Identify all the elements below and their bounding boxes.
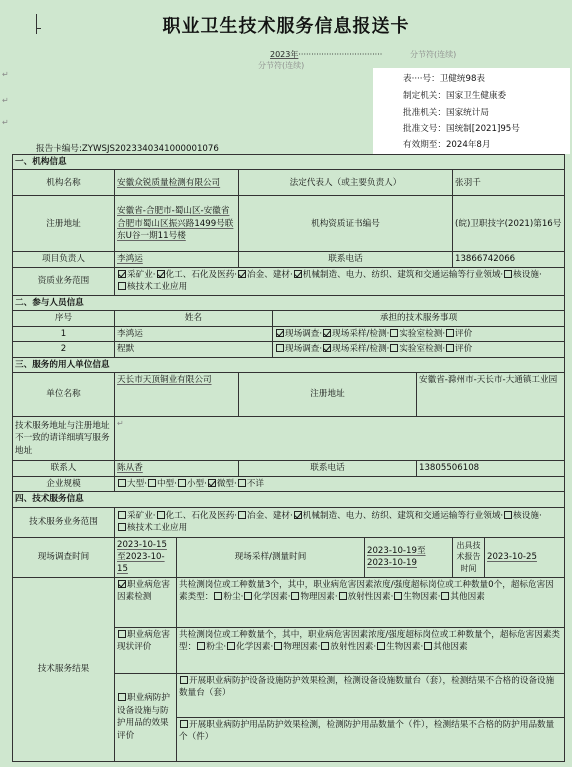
checkbox[interactable]	[244, 592, 252, 600]
checkbox[interactable]	[394, 592, 402, 600]
paragraph-mark: ↵	[2, 118, 9, 127]
org-name[interactable]: 安徽众锐质量检测有限公司	[115, 170, 239, 196]
option-label: 粉尘	[206, 642, 224, 653]
item-label: 评价	[455, 344, 473, 355]
year-line: 2023年·································	[270, 50, 383, 59]
option-label: 化学因素	[236, 642, 271, 653]
person-items: 现场调查· 现场采样/检测· 实验室检测· 评价	[273, 326, 565, 341]
results-label: 技术服务结果	[13, 577, 115, 761]
checkbox[interactable]	[238, 479, 246, 487]
unit-addr[interactable]: 安徽省-滁州市-天长市-大通镇工业园	[417, 373, 565, 417]
checkbox[interactable]	[446, 344, 454, 352]
result-3-label	[115, 673, 177, 761]
checkbox[interactable]	[390, 329, 398, 337]
option-label: 物理因素	[283, 642, 318, 653]
option-label: 中型	[156, 478, 175, 489]
checkbox[interactable]	[178, 479, 186, 487]
result-3a-text	[177, 673, 565, 717]
result-3b-text	[177, 717, 565, 761]
option-label: 机械制造、电力、纺织、建筑和交通运输等行业领域	[302, 269, 501, 280]
service-scope-label: 技术服务业务范围	[13, 507, 115, 537]
info-table	[12, 154, 565, 762]
unit-name[interactable]: 天长市天顶铜业有限公司	[115, 373, 239, 417]
address[interactable]: 安徽省-合肥市-蜀山区-安徽省合肥市蜀山区振兴路1499号联东U谷一期11号楼	[115, 196, 239, 252]
result-2-text: 共检测岗位或工种数量个，其中，职业病危害因素浓度/强度超标岗位或工种数量个，超标危害因素类型： 粉尘· 化学因素· 物理因素· 放射性因素· 生物因素· 其他因素	[177, 627, 565, 673]
checkbox[interactable]	[118, 523, 126, 531]
col-items: 承担的技术服务事项	[273, 311, 565, 326]
option-label: 核技术工业应用	[127, 282, 188, 293]
checkbox[interactable]	[276, 344, 284, 352]
checkbox[interactable]	[441, 592, 449, 600]
checkbox[interactable]	[148, 479, 156, 487]
result-text: 开展职业病防护用品防护效果检测，检测防护用品数量个（件），检测结果不合格的防护用品数量个（件）	[179, 719, 555, 743]
scale-options: 大型· 中型· 小型· 微型· 不详	[115, 476, 565, 491]
option-label: 核技术工业应用	[127, 523, 188, 534]
checkbox[interactable]	[390, 344, 398, 352]
option-label: 核设施	[513, 510, 539, 521]
checkbox[interactable]	[238, 511, 246, 519]
checkbox[interactable]	[197, 642, 205, 650]
person-name[interactable]: 程默	[115, 342, 273, 357]
checkbox[interactable]	[180, 676, 188, 684]
pm-tel-label: 联系电话	[239, 252, 453, 267]
option-label: 核设施	[513, 269, 539, 280]
person-name[interactable]: 李鸿运	[115, 326, 273, 341]
option-label: 放射性因素	[330, 642, 374, 653]
option-label: 化工、石化及医药	[165, 510, 235, 521]
paragraph-mark: ↵	[2, 70, 9, 79]
result-text: 共检测岗位或工种数量3个，其中，职业病危害因素浓度/强度超标岗位或工种数量0个，超标危害因素类型：	[179, 579, 554, 603]
checkbox[interactable]	[291, 592, 299, 600]
option-label: 微型	[216, 478, 235, 489]
report-time[interactable]: 2023-10-25	[485, 537, 565, 577]
option-label: 不详	[246, 478, 264, 489]
legal-rep[interactable]: 张羽千	[453, 170, 565, 196]
scale-label: 企业规模	[13, 476, 115, 491]
checkbox[interactable]	[118, 630, 126, 638]
pm-name[interactable]: 李鸿运	[115, 252, 239, 267]
option-label: 化学因素	[253, 592, 288, 603]
checkbox[interactable]	[424, 642, 432, 650]
option-label: 机械制造、电力、纺织、建筑和交通运输等行业领域	[302, 510, 501, 521]
checkbox[interactable]	[208, 479, 216, 487]
checkbox[interactable]	[214, 592, 222, 600]
checkbox[interactable]	[323, 344, 331, 352]
result-2-label	[115, 627, 177, 673]
person-items: 现场调查· 现场采样/检测· 实验室检测· 评价	[273, 342, 565, 357]
contact-tel-label: 联系电话	[239, 461, 417, 476]
survey-time[interactable]: 2023-10-15至2023-10-15	[115, 537, 177, 577]
col-no: 序号	[13, 311, 115, 326]
section-break-right: 分节符(连续)	[410, 50, 457, 59]
item-label: 现场调查	[285, 328, 320, 339]
reg-line-3: 批准机关：国家统计局	[403, 108, 489, 118]
checkbox[interactable]	[118, 282, 126, 290]
option-label: 冶金、建材	[247, 510, 291, 521]
option-label: 生物因素	[386, 642, 421, 653]
checkbox[interactable]	[294, 511, 302, 519]
regulation-box	[373, 68, 570, 154]
scope-label: 资质业务范围	[13, 267, 115, 295]
checkbox[interactable]	[118, 693, 126, 701]
sampling-time[interactable]: 2023-10-19至2023-10-19	[365, 537, 453, 577]
col-name: 姓名	[115, 311, 273, 326]
checkbox[interactable]	[157, 270, 165, 278]
item-label: 评价	[455, 328, 473, 339]
checkbox[interactable]	[276, 329, 284, 337]
sampling-time-label: 现场采样/测量时间	[177, 537, 365, 577]
option-label: 冶金、建材	[247, 269, 291, 280]
option-label: 采矿业	[127, 510, 153, 521]
checkbox[interactable]	[118, 511, 126, 519]
person-no: 2	[13, 342, 115, 357]
section-break-left: 分节符(连续)	[258, 61, 305, 70]
checkbox[interactable]	[504, 511, 512, 519]
checkbox[interactable]	[339, 592, 347, 600]
sec3-title: 三、服务的用人单位信息	[13, 357, 565, 372]
option-label: 化工、石化及医药	[165, 269, 235, 280]
option-label: 其他因素	[450, 592, 485, 603]
checkbox[interactable]	[504, 270, 512, 278]
survey-time-label: 现场调查时间	[13, 537, 115, 577]
checkbox[interactable]	[118, 580, 126, 588]
result-1-text: 共检测岗位或工种数量3个，其中，职业病危害因素浓度/强度超标岗位或工种数量0个，超标危害因素类型： 粉尘· 化学因素· 物理因素· 放射性因素· 生物因素· 其他因素	[177, 577, 565, 627]
checkbox[interactable]	[180, 720, 188, 728]
option-label: 小型	[186, 478, 205, 489]
checkbox[interactable]	[227, 642, 235, 650]
table-row	[13, 342, 565, 357]
checkbox[interactable]	[238, 270, 246, 278]
item-label: 实验室检测	[399, 344, 443, 355]
checkbox[interactable]	[157, 511, 165, 519]
option-label: 采矿业	[127, 269, 153, 280]
result-text: 开展职业病防护设备设施防护效果检测，检测设备设施数量台（套），检测结果不合格的设备设施数量台（套）	[179, 675, 555, 699]
option-label: 大型	[127, 478, 145, 489]
report-time-label: 出具技术报告时间	[453, 537, 485, 577]
result-text: 共检测岗位或工种数量个，其中，职业病危害因素浓度/强度超标岗位或工种数量个，超标危害因素类型：	[179, 629, 561, 653]
pm-tel[interactable]: 13866742066	[453, 252, 565, 267]
checkbox[interactable]	[321, 642, 329, 650]
sec4-title: 四、技术服务信息	[13, 492, 565, 507]
contact-name[interactable]: 陈从香	[115, 461, 239, 476]
address-label: 注册地址	[13, 196, 115, 252]
scope-options: 采矿业· 化工、石化及医药· 冶金、建材· 机械制造、电力、纺织、建筑和交通运输等行业领域· 核设施·核技术工业应用	[115, 267, 565, 295]
table-row	[13, 326, 565, 341]
checkbox[interactable]	[118, 270, 126, 278]
checkbox[interactable]	[274, 642, 282, 650]
paragraph-mark: ↵	[2, 96, 9, 105]
checkbox[interactable]	[118, 479, 126, 487]
unit-label: 单位名称	[13, 373, 115, 417]
reg-line-5: 有效期至：2024年8月	[403, 140, 491, 150]
checkbox[interactable]	[323, 329, 331, 337]
option-label: 生物因素	[403, 592, 438, 603]
result-title: 职业病防护设备设施与防护用品的效果评价	[117, 693, 170, 741]
contact-label: 联系人	[13, 461, 115, 476]
checkbox[interactable]	[294, 270, 302, 278]
checkbox[interactable]	[446, 329, 454, 337]
reg-line-1: 表····号：卫健统98表	[403, 74, 486, 84]
service-scope-options: 采矿业· 化工、石化及医药· 冶金、建材· 机械制造、电力、纺织、建筑和交通运输等行业领域· 核设施·核技术工业应用	[115, 507, 565, 537]
org-name-label: 机构名称	[13, 170, 115, 196]
result-title: 职业病危害现状评价	[117, 629, 170, 653]
legal-rep-label: 法定代表人（或主要负责人）	[239, 170, 453, 196]
checkbox[interactable]	[377, 642, 385, 650]
report-number: 报告卡编号:ZYWSJS2023340341000001076	[36, 144, 219, 154]
item-label: 现场采样/检测	[332, 344, 387, 355]
unit-addr-label: 注册地址	[239, 373, 417, 417]
reg-line-4: 批准文号：国统制[2021]95号	[403, 124, 520, 134]
option-label: 其他因素	[433, 642, 468, 653]
sec1-title: 一、机构信息	[13, 155, 565, 170]
option-label: 粉尘	[223, 592, 241, 603]
service-addr[interactable]: ↵	[115, 417, 565, 461]
item-label: 现场调查	[285, 344, 320, 355]
result-title: 职业病危害因素检测	[117, 579, 170, 603]
person-no: 1	[13, 326, 115, 341]
item-label: 现场采样/检测	[332, 328, 387, 339]
reg-line-2: 制定机关：国家卫生健康委	[403, 91, 507, 101]
option-label: 放射性因素	[347, 592, 391, 603]
sec2-title: 二、参与人员信息	[13, 295, 565, 310]
cert-label: 机构资质证书编号	[239, 196, 453, 252]
result-1-label	[115, 577, 177, 627]
service-addr-label: 技术服务地址与注册地址不一致的请详细填写服务地址	[13, 417, 115, 461]
option-label: 物理因素	[300, 592, 335, 603]
pm-label: 项目负责人	[13, 252, 115, 267]
contact-tel[interactable]: 13805506108	[417, 461, 565, 476]
form-title: 职业卫生技术服务信息报送卡	[162, 16, 410, 37]
cert-number[interactable]: (皖)卫职技字(2021)第16号	[453, 196, 565, 252]
item-label: 实验室检测	[399, 328, 443, 339]
